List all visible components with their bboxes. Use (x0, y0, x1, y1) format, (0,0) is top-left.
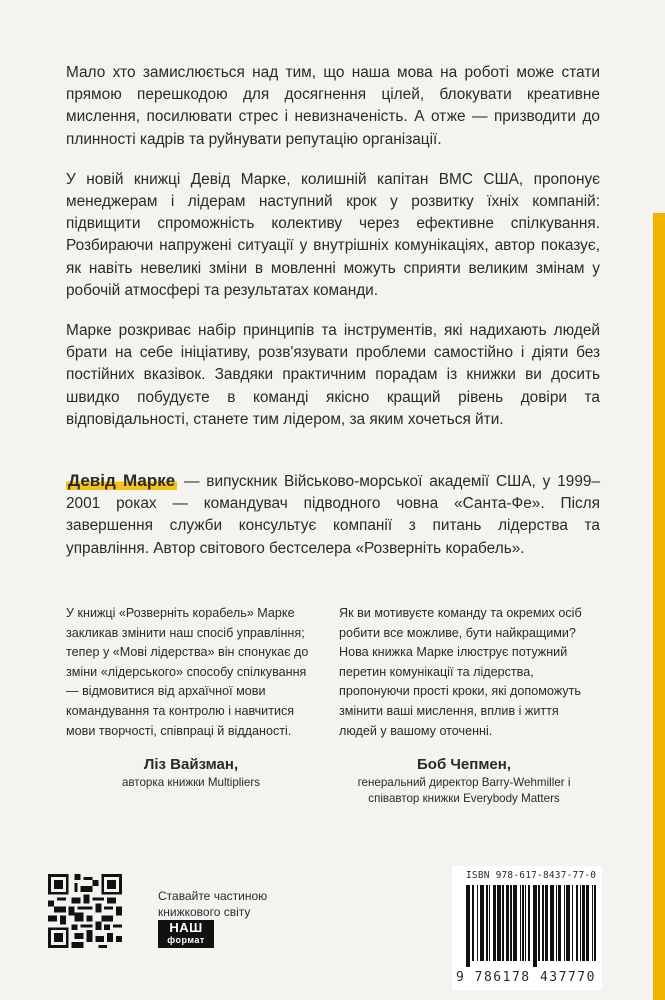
barcode-bar (558, 885, 560, 961)
author-bio (66, 470, 600, 560)
barcode-bar (500, 885, 501, 961)
spine-accent-strip (653, 213, 665, 1000)
quote-text: Як ви мотивуєте команду та окремих осіб робити все можливе, бути найкращими? Нова книжка Марке ілюструє потужний перетин комунікації та лідерства, пропонуючи прості кроки, які допоможуть змінити ваші мислення, вплив і життя людей у вашому оточенні. (339, 606, 582, 738)
barcode-bar (580, 885, 581, 961)
barcode-bar (493, 885, 494, 961)
barcode-bar (550, 885, 552, 961)
barcode-bar (522, 885, 524, 961)
quote-attribution (339, 755, 589, 807)
barcode-bar (502, 885, 504, 961)
quote-author-name: Ліз Вайзман, (143, 756, 239, 774)
quote-right (339, 604, 589, 807)
barcode-bar (534, 885, 536, 967)
quote-author-role: генеральний директор Barry-Wehmiller і співавтор книжки Everybody Matters (357, 775, 571, 805)
barcode-bar (542, 885, 544, 961)
barcode-bar (576, 885, 577, 961)
logo-text-bottom: формат (167, 935, 205, 945)
barcode-bar (533, 885, 534, 967)
author-name: Девід Марке (68, 471, 176, 490)
barcode-bar (556, 885, 557, 961)
quote-text: У книжці «Розверніть корабель» Марке закликав змінити наш спосіб управління; тепер у «Мові лідерства» він спонукає до зміни «лідерського» способу спілкування — відмовитися від архаїчної мови командування та контролю і навчитися мови творчості, співпраці й відданості. (66, 606, 309, 738)
barcode-bar (553, 885, 554, 961)
quote-left (66, 604, 316, 791)
barcode-bar (594, 885, 596, 961)
logo-text-top: НАШ (169, 920, 203, 935)
barcode-bar (508, 885, 509, 961)
quote-author-name: Боб Чепмен, (417, 756, 511, 774)
barcode-bar (566, 885, 568, 961)
publisher-slogan (158, 888, 268, 920)
barcode-bar (568, 885, 569, 961)
barcode-bar (481, 885, 482, 961)
barcode-bar (468, 885, 469, 967)
quote-attribution (66, 755, 316, 791)
book-description (66, 62, 600, 449)
description-paragraph-3: Марке розкриває набір принципів та інструментів, які надихають людей брати на себе ініціативу, розв'язувати проблеми самостійно і діяти без постійних вказівок. Завдяки практичним порадам із книжки ви досить швидко побудуєте в команді якісно кращий рівень довіри та відповідальності, станете тим лідером, за яким хочеться йти. (66, 322, 600, 428)
barcode-bar (538, 885, 540, 961)
barcode-bar (477, 885, 478, 961)
barcode-bar (494, 885, 496, 961)
barcode-bar (588, 885, 589, 961)
barcode-bar (582, 885, 584, 961)
barcode-bar (584, 885, 585, 961)
publisher-logo (158, 920, 214, 948)
barcode-bar (564, 885, 565, 961)
barcode-bar (586, 885, 588, 961)
barcode-bar (482, 885, 484, 961)
author-bio-text: — випускник Військово-морської академії США, у 1999–2001 роках — командувач підводного човна «Санта-Фе». Після завершення служби консультує компанії з питань лідерства та управління. Автор світового бестселера «Розверніть корабель». (66, 473, 601, 557)
barcode-bar (536, 885, 537, 967)
barcode-bar (469, 885, 470, 967)
barcode-bar (529, 885, 530, 961)
description-paragraph-1: Мало хто замислюється над тим, що наша мова на роботі може стати прямою перешкодою для досягнення цілей, блокувати креативне мислення, посилювати стрес і невизначеність. А отже — призводити до плинності кадрів та руйнувати репутацію організації. (66, 64, 600, 148)
barcode-bar (473, 885, 474, 961)
barcode-bar (525, 885, 526, 961)
slogan-text: Ставайте частиною книжкового світу (158, 889, 268, 919)
barcode-bar (480, 885, 481, 961)
barcode-bar (498, 885, 500, 961)
isbn-label: ISBN 978-617-8437-77-0 (466, 870, 597, 881)
barcode-bar (569, 885, 570, 961)
barcode-bar (572, 885, 573, 961)
barcode-bar (466, 885, 468, 967)
barcode-bar (577, 885, 578, 961)
barcode-bar (560, 885, 561, 961)
barcode-bar (514, 885, 516, 961)
barcode-bar (546, 885, 548, 961)
barcode-bar (489, 885, 490, 961)
barcode-bar (592, 885, 593, 961)
quote-author-role: авторка книжки Multipliers (121, 775, 261, 789)
barcode-bar (472, 885, 473, 961)
barcode-bar (545, 885, 546, 961)
qr-code-icon[interactable] (48, 874, 122, 948)
barcode-bar (552, 885, 553, 961)
barcode-icon (466, 885, 596, 967)
ean-number: 9 786178 437770 (456, 970, 596, 985)
barcode-bar (513, 885, 514, 961)
barcode-bar (506, 885, 508, 961)
barcode-bar (516, 885, 517, 961)
barcode-bar (528, 885, 529, 961)
barcode-bar (510, 885, 512, 961)
description-paragraph-2: У новій книжці Девід Марке, колишній капітан ВМС США, пропонує менеджерам і лідерам наступний крок у розвитку їхніх компаній: підвищити спроможність колективу через ефективне спілкування. Розбираючи напружені ситуації у внутрішніх комунікаціях, автор показує, як навіть невеликі зміни в мовленні можуть сприяти великим змінам у робочій атмосфері та результатах команди. (66, 170, 600, 299)
barcode-bar (497, 885, 498, 961)
barcode-bar (520, 885, 521, 961)
barcode-bar (486, 885, 488, 961)
